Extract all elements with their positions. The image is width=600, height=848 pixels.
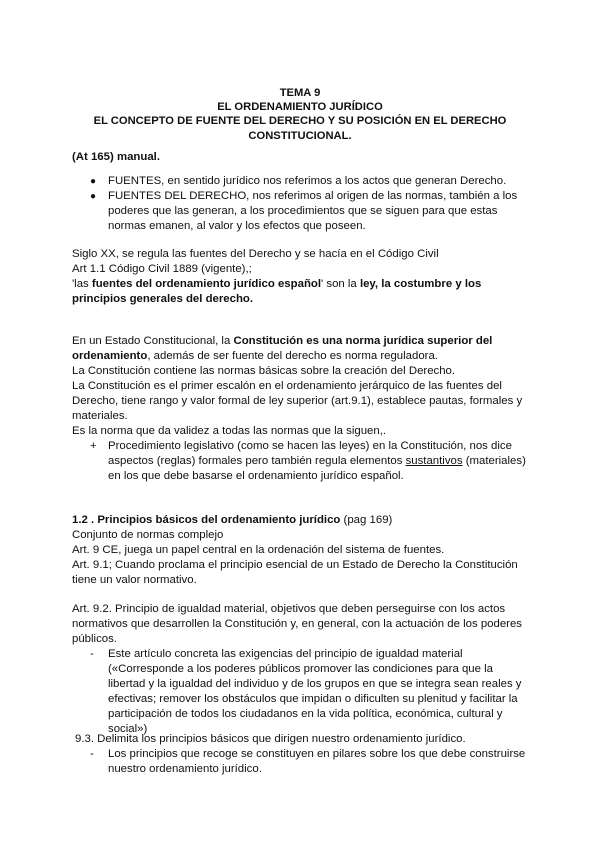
principios-line-3: Art. 9.1; Cuando proclama el principio esencial de un Estado de Derecho la Constitución tiene un valor normativo. (72, 559, 518, 586)
list-item (72, 189, 532, 234)
art93-text: 9.3. Delimita los principios básicos que dirigen nuestro ordenamiento jurídico. (75, 733, 466, 745)
p1-pre: En un Estado Constitucional, la (72, 335, 234, 347)
title-block (60, 86, 540, 143)
p1-bold: Constitución es una norma jurídica superior del ordenamiento (72, 335, 493, 362)
fuentes-quote (72, 277, 532, 307)
art92-section (72, 602, 532, 737)
topic-heading: TEMA 9 (279, 87, 321, 99)
art93-section (75, 732, 535, 777)
dash-marker: - (90, 748, 94, 760)
underlined-term: sustantivos (405, 455, 463, 467)
list-item (72, 174, 532, 189)
bullet-dot-icon: ● (90, 176, 97, 187)
quote-bold-2: ley, la costumbre y los principios generales del derecho. (72, 278, 482, 305)
subtitle-line-2: CONSTITUCIONAL. (248, 129, 352, 142)
list-item-text: FUENTES, en sentido jurídico nos referimos a los actos que generan Derecho. (108, 175, 507, 187)
siglo-section (72, 247, 532, 307)
fuentes-list (72, 174, 532, 234)
section-heading (72, 513, 532, 528)
manual-reference: (At 165) manual. (72, 151, 160, 163)
list-item-text: Los principios que recoge se constituyen en pilares sobre los que debe construirse nuestro ordenamiento jurídico. (108, 748, 526, 775)
siglo-line-2: Art 1.1 Código Civil 1889 (vigente),; (72, 263, 252, 275)
list-item-text: FUENTES DEL DERECHO, nos referimos al origen de las normas, también a los poderes que las generan, a los procedimientos que se siguen para que estas normas emanen, al valor y los efectos que poseen. (108, 190, 518, 232)
quote-mid: ' son la (321, 278, 360, 290)
page-title: EL ORDENAMIENTO JURÍDICO (217, 101, 383, 114)
plus-pre: Procedimiento legislativo (como se hacen las leyes) en la Constitución, nos dice aspectos (reglas) formales pero también regula elementos (108, 440, 512, 467)
constitucion-section (72, 334, 532, 484)
reference-line (72, 150, 532, 165)
dash-marker: - (90, 648, 94, 660)
constitucion-p2: La Constitución contiene las normas básicas sobre la creación del Derecho. (72, 365, 456, 377)
section-heading-bold: 1.2 . Principios básicos del ordenamiento jurídico (72, 514, 341, 526)
constitucion-p1 (72, 334, 532, 364)
principios-section (72, 513, 532, 588)
art92-text: Art. 9.2. Principio de igualdad material, objetivos que deben perseguirse con los actos normativos que desarrollen la Constitución y, en general, con la actuación de los poderes públicos. (72, 603, 522, 645)
subtitle-line-1: EL CONCEPTO DE FUENTE DEL DERECHO Y SU POSICIÓN EN EL DERECHO (93, 115, 507, 128)
list-item (72, 439, 532, 484)
constitucion-p4: Es la norma que da validez a todas las normas que la siguen,. (72, 425, 387, 437)
principios-line-2: Art. 9 CE, juega un papel central en la ordenación del sistema de fuentes. (72, 544, 445, 556)
p1-post: , además de ser fuente del derecho es norma reguladora. (147, 350, 438, 362)
list-item (72, 647, 532, 737)
constitucion-p3: La Constitución es el primer escalón en el ordenamiento jerárquico de las fuentes del Derecho, tiene rango y valor formal de ley superior (art.9.1), establece pautas, formales y materiales. (72, 380, 523, 422)
plus-marker: + (90, 440, 97, 452)
plus-post: (materiales) en los que debe basarse el ordenamiento jurídico español. (108, 455, 526, 482)
list-item-text: Este artículo concreta las exigencias del principio de igualdad material («Corresponde a los poderes públicos promover las condiciones para que la libertad y la igualdad del individuo y de los grupos en que se integra sean reales y efectivas; remover los obstáculos que impidan o dificulten su plenitud y facilitar la participación de todos los ciudadanos en la vida política, económica, cultural y social») (108, 648, 522, 735)
principios-line-1: Conjunto de normas complejo (72, 529, 224, 541)
list-item (72, 747, 535, 777)
bullet-dot-icon: ● (90, 191, 97, 202)
list-item-text (108, 440, 526, 482)
quote-bold-1: fuentes del ordenamiento jurídico español (91, 278, 322, 290)
quote-pre: 'las (72, 278, 92, 290)
siglo-line-1: Siglo XX, se regula las fuentes del Derecho y se hacía en el Código Civil (72, 248, 439, 260)
section-heading-page: (pag 169) (340, 514, 393, 526)
